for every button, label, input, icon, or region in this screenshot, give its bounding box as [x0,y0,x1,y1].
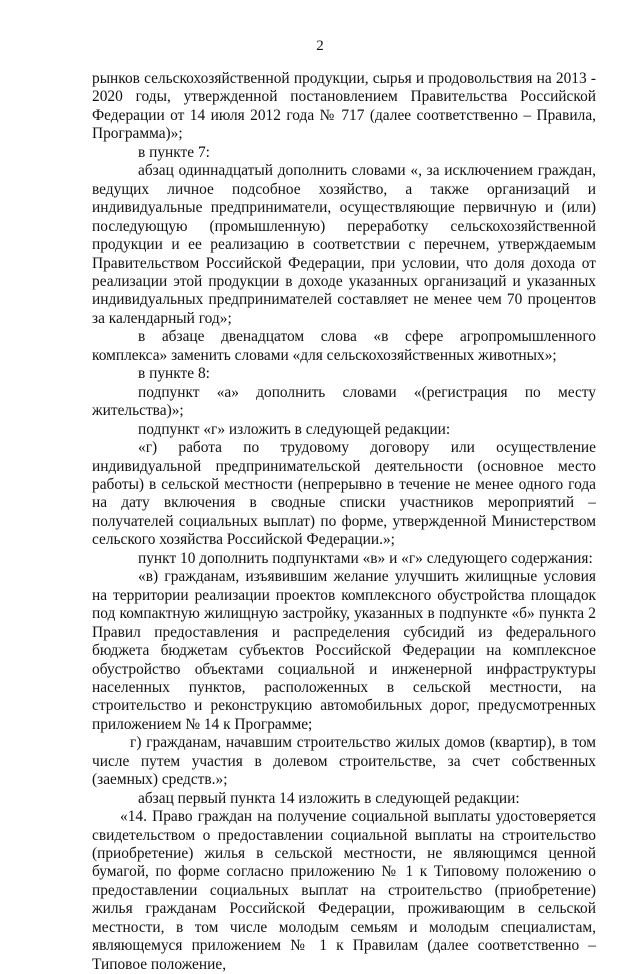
paragraph-7: подпункт «г» изложить в следующей редакции: [138,420,451,438]
paragraph-11: г) гражданам, начавшим строительство жилых домов (квартир), в том числе путем участия в долевом строительстве, за счет собственных (заемных) средств.»; [92,734,596,789]
paragraph-5: в пункте 8: [138,365,210,383]
paragraph-4: в абзаце двенадцатом слова «в сфере агропромышленного комплекса» заменить словами «для сельскохозяйственных животных»; [92,328,596,364]
paragraph-12: абзац первый пункта 14 изложить в следующей редакции: [138,789,520,807]
paragraph-6: подпункт «а» дополнить словами «(регистрация по месту жительства)»; [92,383,596,420]
page-number: 2 [316,38,324,54]
paragraph-1: рынков сельскохозяйственной продукции, сырья и продовольствия на 2013 - 2020 годы, утвержденной постановлением Правительства Российской Федерации от 14 июля 2012 года № 717 (далее соответственно – Правила, Программа)»; [92,70,596,143]
paragraph-8: «г) работа по трудовому договору или осуществление индивидуальной предпринимательской деятельности (основное место работы) в сельской местности (непрерывно в течение не менее одного года на дату включения в сводные списки участников мероприятий – получателей социальных выплат) по форме, утвержденной Министерством сельского хозяйства Российской Федерации.»; [92,439,596,549]
document-body [92,70,596,974]
paragraph-10: «в) гражданам, изъявившим желание улучшить жилищные условия на территории реализации проектов комплексного обустройства площадок под компактную жилищную застройку, указанных в подпункте «б» пункта 2 Правил предоставления и распределения субсидий из федерального бюджета бюджетам субъектов Российской Федерации на комплексное обустройство объектами социальной и инженерной инфраструктуры населенных пунктов, расположенных в сельской местности, на строительство и реконструкцию автомобильных дорог, предусмотренных приложением № 14 к Программе; [92,568,596,733]
paragraph-3: абзац одиннадцатый дополнить словами «, за исключением граждан, ведущих личное подсобное хозяйство, а также организаций и индивидуальные предприниматели, осуществляющие первичную и (или) последующую (промышленную) переработку сельскохозяйственной продукции и ее реализацию в соответствии с перечнем, утверждаемым Правительством Российской Федерации, при условии, что доля дохода от реализации этой продукции в доходе указанных организаций и указанных индивидуальных предпринимателей составляет не менее чем 70 процентов за календарный год»; [92,162,596,327]
paragraph-9: пункт 10 дополнить подпунктами «в» и «г» следующего содержания: [138,549,593,567]
paragraph-13: «14. Право граждан на получение социальной выплаты удостоверяется свидетельством о предоставлении социальной выплаты на строительство (приобретение) жилья в сельской местности, не являющимся ценной бумагой, по форме согласно приложению № 1 к Типовому положению о предоставлении социальных выплат на строительство (приобретение) жилья гражданам Российской Федерации, проживающим в сельской местности, в том числе молодым семьям и молодым специалистам, являющемуся приложением № 1 к Правилам (далее соответственно – Типовое положение, [92,808,596,973]
paragraph-2: в пункте 7: [138,143,210,161]
